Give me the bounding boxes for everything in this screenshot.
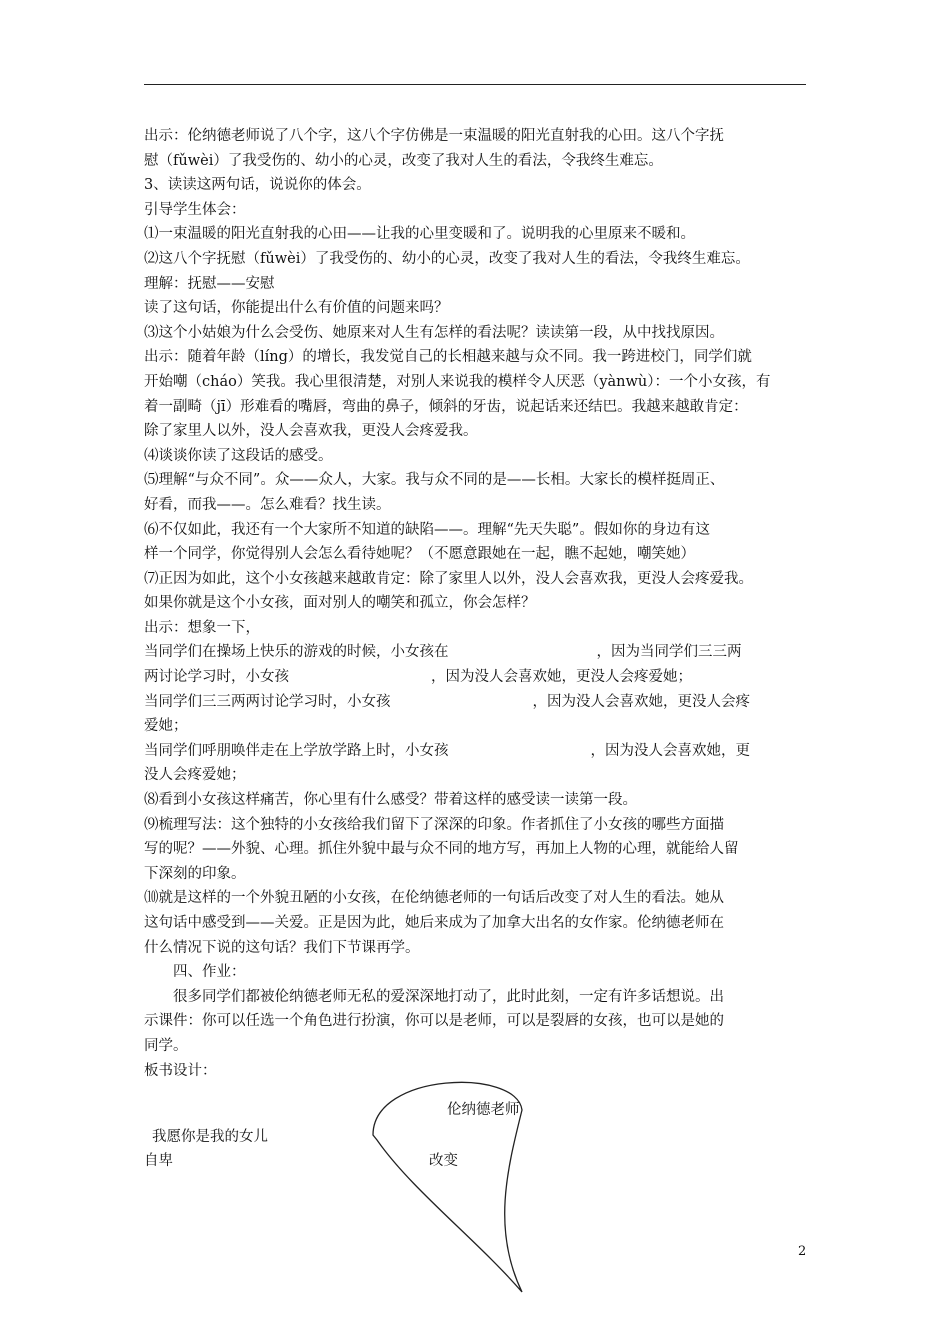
text-line: 出示：想象一下， — [144, 619, 260, 636]
text-line: 如果你就是这个小女孩，面对别人的嘲笑和孤立，你会怎样？ — [144, 595, 536, 612]
text-line: ⑷谈谈你读了这段话的感受。 — [144, 447, 333, 464]
homework-line: 示课件：你可以任选一个角色进行扮演，你可以是老师，可以是裂唇的女孩，也可以是她的 — [144, 1013, 724, 1030]
text-line: 读了这句话，你能提出什么有价值的问题来吗？ — [144, 300, 449, 317]
text-line: 引导学生体会： — [144, 201, 246, 218]
text-line: 理解：抚慰——安慰 — [144, 275, 275, 292]
text-line: 慰（fǔwèi）了我受伤的、幼小的心灵，改变了我对人生的看法，令我终生难忘。 — [144, 152, 663, 169]
page-number: 2 — [798, 1244, 807, 1259]
board-teacher: 伦纳德老师 — [447, 1102, 520, 1118]
text-line: 着一副畸（jī）形难看的嘴唇，弯曲的鼻子，倾斜的牙齿，说起话来还结巴。我越来越敢肯定： — [144, 398, 748, 415]
board-label: 板书设计： — [144, 1062, 217, 1079]
text-line: ⑽就是这样的一个外貌丑陋的小女孩，在伦纳德老师的一句话后改变了对人生的看法。她从 — [144, 890, 724, 907]
text-line: 下深刻的印象。 — [144, 865, 246, 882]
fill-blank-line: 爱她； — [144, 718, 188, 735]
text-line: 3、读读这两句话，说说你的体会。 — [144, 177, 371, 194]
board-design — [0, 1080, 950, 1330]
lesson-text — [144, 124, 808, 1083]
header-rule — [144, 84, 806, 85]
text-line: 好看，而我——。怎么难看？找生读。 — [144, 496, 391, 513]
board-inferiority: 自卑 — [144, 1153, 173, 1169]
homework-line: 同学。 — [144, 1037, 188, 1054]
text-line: 什么情况下说的这句话？我们下节课再学。 — [144, 939, 420, 956]
text-line: ⑼梳理写法：这个独特的小女孩给我们留下了深深的印象。作者抓住了小女孩的哪些方面描 — [144, 816, 724, 833]
text-line: ⑹不仅如此，我还有一个大家所不知道的缺陷——。理解“先天失聪”。假如你的身边有这 — [144, 521, 710, 538]
fill-blank-line: 两讨论学习时，小女孩 ，因为没人会喜欢她，更没人会疼爱她； — [144, 669, 692, 686]
text-line: 样一个同学，你觉得别人会怎么看待她呢？（不愿意跟她在一起，瞧不起她，嘲笑她） — [144, 546, 695, 563]
text-line: ⑸理解“与众不同”。众——众人，大家。我与众不同的是——长相。大家长的模样挺周正、 — [144, 472, 725, 489]
text-line: ⑴一束温暖的阳光直射我的心田——让我的心里变暖和了。说明我的心里原来不暖和。 — [144, 226, 695, 243]
homework-line: 很多同学们都被伦纳德老师无私的爱深深地打动了，此时此刻，一定有许多话想说。出 — [173, 988, 724, 1005]
fill-blank-line: 当同学们三三两两讨论学习时，小女孩 ，因为没人会喜欢她，更没人会疼 — [144, 693, 750, 710]
fill-blank-line: 当同学们呼朋唤伴走在上学放学路上时，小女孩 ，因为没人会喜欢她，更 — [144, 742, 750, 759]
fill-blank-line: 当同学们在操场上快乐的游戏的时候，小女孩在 ，因为当同学们三三两 — [144, 644, 742, 661]
text-line: 这句话中感受到——关爱。正是因为此，她后来成为了加拿大出名的女作家。伦纳德老师在 — [144, 915, 724, 931]
board-change: 改变 — [429, 1153, 458, 1169]
text-line: ⑶这个小姑娘为什么会受伤、她原来对人生有怎样的看法呢？读读第一段，从中找找原因。 — [144, 324, 724, 341]
text-line: 写的呢？——外貌、心理。抓住外貌中最与众不同的地方写，再加上人物的心理，就能给人留 — [144, 841, 739, 858]
text-line: 开始嘲（cháo）笑我。我心里很清楚，对别人来说我的模样令人厌恶（yànwù）：一个小女孩，有 — [144, 373, 771, 390]
text-line: 出示：伦纳德老师说了八个字，这八个字仿佛是一束温暖的阳光直射我的心田。这八个字抚 — [144, 128, 724, 144]
fill-blank-line: 没人会疼爱她； — [144, 767, 246, 784]
text-line: ⑻看到小女孩这样痛苦，你心里有什么感受？带着这样的感受读一读第一段。 — [144, 792, 637, 809]
text-line: 除了家里人以外，没人会喜欢我，更没人会疼爱我。 — [144, 423, 478, 440]
text-line: ⑵这八个字抚慰（fǔwèi）了我受伤的、幼小的心灵，改变了我对人生的看法，令我终生难忘。 — [144, 250, 750, 267]
homework-heading: 四、作业： — [173, 964, 246, 981]
text-line: ⑺正因为如此，这个小女孩越来越敢肯定：除了家里人以外，没人会喜欢我，更没人会疼爱我。 — [144, 570, 753, 587]
board-quote: 我愿你是我的女儿 — [152, 1129, 268, 1145]
text-line: 出示：随着年龄（líng）的增长，我发觉自己的长相越来越与众不同。我一跨进校门，同学们就 — [144, 349, 752, 366]
